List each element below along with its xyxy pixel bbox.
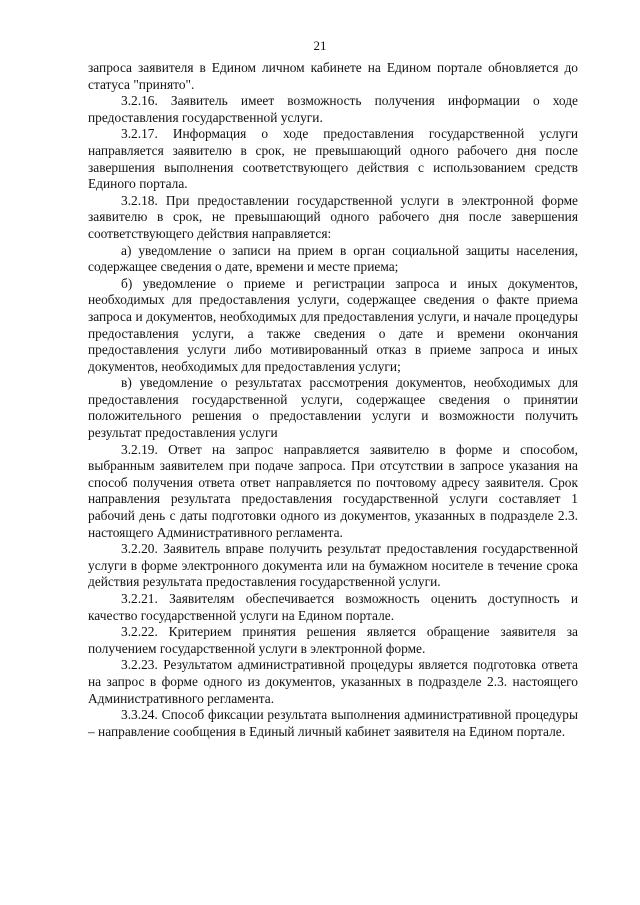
paragraph-3-2-18: 3.2.18. При предоставлении государственной услуги в электронной форме заявителю в срок, не превышающий одного рабочего дня после завершения соответствующего действия направляется: [88,192,578,241]
paragraph-3-2-21: 3.2.21. Заявителям обеспечивается возможность оценить доступность и качество государственной услуги на Едином портале. [88,591,578,623]
paragraph-3-2-23: 3.2.23. Результатом административной процедуры является подготовка ответа на запрос в форме одного из документов, указанных в подразделе 2.3. настоящего Административного регламента. [88,657,578,706]
list-item-v: в) уведомление о результатах рассмотрения документов, необходимых для предоставления государственной услуги, содержащее сведения о принятии положительного решения о предоставлении услуги и возможности получить результат предоставления услуги [88,375,578,441]
paragraph-3-2-22: 3.2.22. Критерием принятия решения является обращение заявителя за получением государственной услуги в электронной форме. [88,624,578,656]
paragraph-3-3-24: 3.3.24. Способ фиксации результата выполнения административной процедуры – направление сообщения в Единый личный кабинет заявителя на Едином портале. [88,707,578,739]
paragraph-continuation: запроса заявителя в Едином личном кабинете на Едином портале обновляется до статуса "принято". [88,60,578,92]
paragraph-3-2-17: 3.2.17. Информация о ходе предоставления государственной услуги направляется заявителю в срок, не превышающий одного рабочего дня после завершения выполнения соответствующего действия с использованием средств Единого портала. [88,126,578,192]
paragraph-3-2-20: 3.2.20. Заявитель вправе получить результат предоставления государственной услуги в форме электронного документа или на бумажном носителе в течение срока действия результата предоставления государственной услуги. [88,541,578,590]
list-item-b: б) уведомление о приеме и регистрации запроса и иных документов, необходимых для предоставления услуги, содержащее сведения о факте приема запроса и документов, необходимых для предоставления услуги, и начале процедуры предоставления услуги, а также сведения о дате и времени окончания предоставления услуги либо мотивированный отказ в приеме запроса и иных документов, необходимых для предоставления услуги; [88,275,578,374]
list-item-a: а) уведомление о записи на прием в орган социальной защиты населения, содержащее сведения о дате, времени и месте приема; [88,242,578,275]
paragraph-3-2-16: 3.2.16. Заявитель имеет возможность получения информации о ходе предоставления государственной услуги. [88,93,578,125]
document-body [88,60,578,740]
page-number: 21 [313,38,327,53]
paragraph-3-2-19: 3.2.19. Ответ на запрос направляется заявителю в форме и способом, выбранным заявителем при подаче запроса. При отсутствии в запросе указания на способ получения ответа ответ направляется по почтовому адресу заявителя. Срок направления результата предоставления государственной услуги составляет 1 рабочий день с даты подготовки одного из документов, указанных в подразделе 2.3. настоящего Административного регламента. [88,441,578,540]
